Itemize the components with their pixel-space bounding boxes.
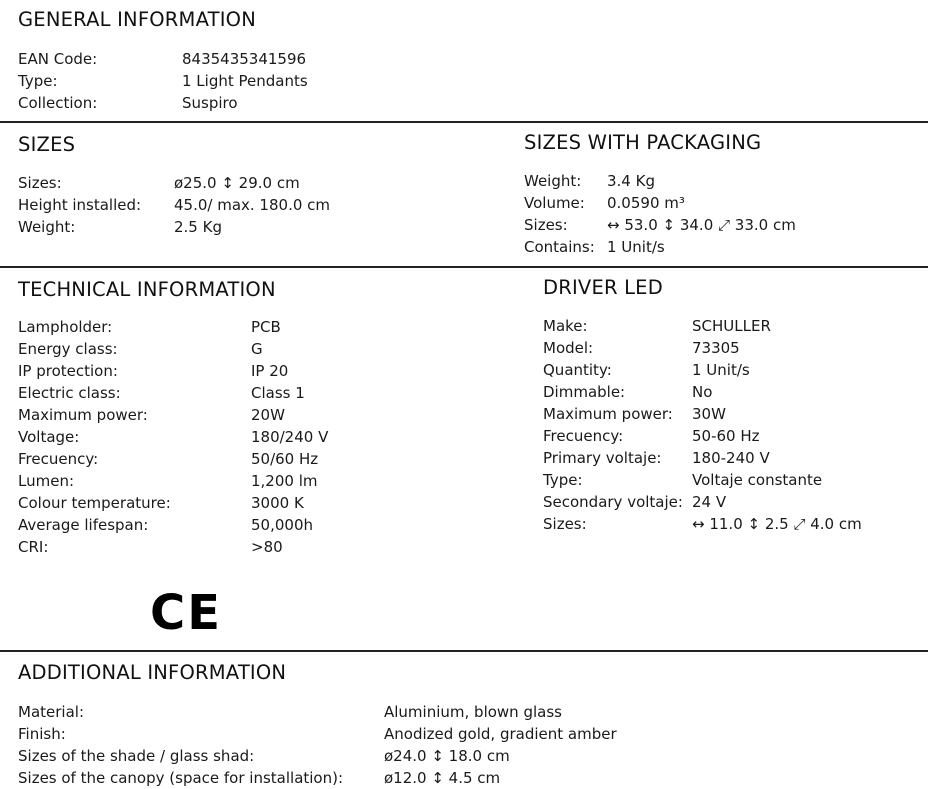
driver-led-title: DRIVER LED bbox=[543, 276, 663, 299]
list-item bbox=[18, 723, 818, 745]
list-item bbox=[18, 382, 498, 404]
list-item bbox=[18, 92, 418, 114]
list-item bbox=[18, 338, 498, 360]
row-value: Anodized gold, gradient amber bbox=[384, 725, 617, 743]
row-value: SCHULLER bbox=[692, 317, 771, 335]
row-label: Volume: bbox=[524, 194, 585, 212]
row-value: 1 Unit/s bbox=[692, 361, 750, 379]
list-item bbox=[543, 469, 923, 491]
row-label: Maximum power: bbox=[18, 406, 148, 424]
list-item bbox=[543, 425, 923, 447]
list-item bbox=[18, 172, 468, 194]
list-item bbox=[18, 492, 498, 514]
row-label: EAN Code: bbox=[18, 50, 98, 68]
row-label: Height installed: bbox=[18, 196, 142, 214]
general-info-list bbox=[18, 48, 418, 114]
row-label: Quantity: bbox=[543, 361, 612, 379]
list-item bbox=[543, 491, 923, 513]
row-value: No bbox=[692, 383, 713, 401]
list-item bbox=[543, 447, 923, 469]
divider bbox=[0, 650, 928, 652]
general-info-title: GENERAL INFORMATION bbox=[18, 8, 256, 31]
row-value: ↔ 53.0 ↕ 34.0 ⤢ 33.0 cm bbox=[607, 216, 796, 234]
row-label: Dimmable: bbox=[543, 383, 626, 401]
row-value: 180/240 V bbox=[251, 428, 329, 446]
list-item bbox=[543, 381, 923, 403]
row-value: 50/60 Hz bbox=[251, 450, 319, 468]
row-label: Make: bbox=[543, 317, 588, 335]
row-label: Sizes of the shade / glass shad: bbox=[18, 747, 255, 765]
row-label: Material: bbox=[18, 703, 84, 721]
row-value: 2.5 Kg bbox=[174, 218, 222, 236]
row-value: 24 V bbox=[692, 493, 727, 511]
list-item bbox=[543, 315, 923, 337]
row-label: Frecuency: bbox=[543, 427, 624, 445]
row-value: G bbox=[251, 340, 263, 358]
row-label: Lampholder: bbox=[18, 318, 113, 336]
row-value: 50,000h bbox=[251, 516, 313, 534]
list-item bbox=[543, 359, 923, 381]
list-item bbox=[524, 192, 924, 214]
row-label: Lumen: bbox=[18, 472, 75, 490]
row-label: Weight: bbox=[18, 218, 76, 236]
row-value: Suspiro bbox=[182, 94, 238, 112]
divider bbox=[0, 266, 928, 268]
list-item bbox=[18, 745, 818, 767]
list-item bbox=[18, 360, 498, 382]
list-item bbox=[543, 337, 923, 359]
row-value: 73305 bbox=[692, 339, 740, 357]
row-value: ↔ 11.0 ↕ 2.5 ⤢ 4.0 cm bbox=[692, 515, 862, 533]
packaging-list bbox=[524, 170, 924, 258]
row-value: PCB bbox=[251, 318, 281, 336]
row-label: IP protection: bbox=[18, 362, 118, 380]
row-label: Contains: bbox=[524, 238, 595, 256]
row-value: ø25.0 ↕ 29.0 cm bbox=[174, 174, 300, 192]
row-value: 0.0590 m³ bbox=[607, 194, 685, 212]
row-label: CRI: bbox=[18, 538, 49, 556]
ce-mark-logo: CE bbox=[150, 585, 223, 641]
row-label: Voltage: bbox=[18, 428, 80, 446]
row-label: Average lifespan: bbox=[18, 516, 149, 534]
row-value: 1,200 lm bbox=[251, 472, 318, 490]
list-item bbox=[18, 767, 818, 789]
list-item bbox=[18, 48, 418, 70]
row-label: Weight: bbox=[524, 172, 582, 190]
row-value: 1 Light Pendants bbox=[182, 72, 308, 90]
list-item bbox=[543, 513, 923, 535]
row-label: Finish: bbox=[18, 725, 66, 743]
row-value: 3000 K bbox=[251, 494, 304, 512]
sizes-title: SIZES bbox=[18, 133, 76, 156]
additional-info-list bbox=[18, 701, 818, 789]
driver-led-list bbox=[543, 315, 923, 535]
divider bbox=[0, 121, 928, 123]
row-label: Model: bbox=[543, 339, 594, 357]
row-value: IP 20 bbox=[251, 362, 289, 380]
sizes-list bbox=[18, 172, 468, 238]
technical-info-list bbox=[18, 316, 498, 558]
row-value: 50-60 Hz bbox=[692, 427, 760, 445]
list-item bbox=[18, 194, 468, 216]
row-label: Sizes: bbox=[18, 174, 62, 192]
row-label: Sizes of the canopy (space for installation): bbox=[18, 769, 344, 787]
row-value: 20W bbox=[251, 406, 285, 424]
list-item bbox=[18, 701, 818, 723]
row-value: ø24.0 ↕ 18.0 cm bbox=[384, 747, 510, 765]
list-item bbox=[524, 170, 924, 192]
list-item bbox=[18, 316, 498, 338]
list-item bbox=[18, 70, 418, 92]
row-label: Primary voltaje: bbox=[543, 449, 662, 467]
row-value: Aluminium, blown glass bbox=[384, 703, 562, 721]
row-label: Collection: bbox=[18, 94, 98, 112]
list-item bbox=[18, 216, 468, 238]
list-item bbox=[524, 236, 924, 258]
technical-info-title: TECHNICAL INFORMATION bbox=[18, 278, 276, 301]
row-label: Frecuency: bbox=[18, 450, 99, 468]
row-label: Electric class: bbox=[18, 384, 121, 402]
list-item bbox=[543, 403, 923, 425]
packaging-title: SIZES WITH PACKAGING bbox=[524, 131, 762, 154]
row-label: Sizes: bbox=[543, 515, 587, 533]
list-item bbox=[18, 470, 498, 492]
row-label: Colour temperature: bbox=[18, 494, 171, 512]
row-value: >80 bbox=[251, 538, 283, 556]
row-label: Secondary voltaje: bbox=[543, 493, 683, 511]
list-item bbox=[18, 514, 498, 536]
list-item bbox=[18, 448, 498, 470]
row-value: 3.4 Kg bbox=[607, 172, 655, 190]
row-value: 8435435341596 bbox=[182, 50, 307, 68]
list-item bbox=[18, 426, 498, 448]
additional-info-title: ADDITIONAL INFORMATION bbox=[18, 661, 287, 684]
list-item bbox=[524, 214, 924, 236]
row-value: ø12.0 ↕ 4.5 cm bbox=[384, 769, 501, 787]
row-label: Sizes: bbox=[524, 216, 568, 234]
row-label: Maximum power: bbox=[543, 405, 673, 423]
row-value: 30W bbox=[692, 405, 726, 423]
row-value: 45.0/ max. 180.0 cm bbox=[174, 196, 331, 214]
list-item bbox=[18, 536, 498, 558]
row-value: Voltaje constante bbox=[692, 471, 823, 489]
row-label: Type: bbox=[18, 72, 58, 90]
row-value: 1 Unit/s bbox=[607, 238, 665, 256]
row-value: Class 1 bbox=[251, 384, 305, 402]
list-item bbox=[18, 404, 498, 426]
row-value: 180-240 V bbox=[692, 449, 770, 467]
row-label: Energy class: bbox=[18, 340, 118, 358]
row-label: Type: bbox=[543, 471, 583, 489]
